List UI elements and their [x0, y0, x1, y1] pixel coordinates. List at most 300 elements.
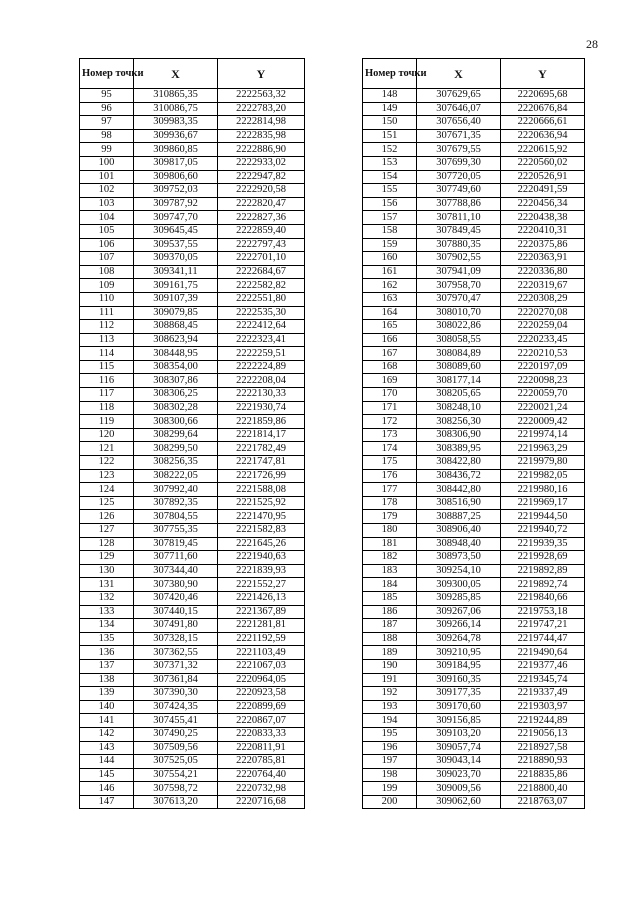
table-row — [363, 252, 585, 266]
x-coordinate-cell: 307849,45 — [417, 224, 501, 238]
table-row — [80, 102, 305, 116]
point-number-cell: 183 — [363, 564, 417, 578]
table-row — [80, 741, 305, 755]
x-coordinate-cell: 307598,72 — [134, 782, 218, 796]
x-coordinate-cell: 309023,70 — [417, 768, 501, 782]
table-row — [363, 632, 585, 646]
table-row — [80, 591, 305, 605]
x-coordinate-cell: 309983,35 — [134, 116, 218, 130]
point-number-cell: 177 — [363, 483, 417, 497]
x-coordinate-cell: 309210,95 — [417, 646, 501, 660]
x-coordinate-cell: 307613,20 — [134, 795, 218, 809]
x-coordinate-cell: 308205,65 — [417, 388, 501, 402]
x-coordinate-cell: 308302,28 — [134, 401, 218, 415]
table-row — [80, 306, 305, 320]
y-coordinate-cell: 2220021,24 — [501, 401, 585, 415]
table-row — [363, 483, 585, 497]
table-row — [80, 768, 305, 782]
point-number-cell: 145 — [80, 768, 134, 782]
table-row — [363, 388, 585, 402]
y-coordinate-cell: 2220491,59 — [501, 184, 585, 198]
x-coordinate-cell: 309079,85 — [134, 306, 218, 320]
y-coordinate-cell: 2218763,07 — [501, 795, 585, 809]
point-number-cell: 176 — [363, 469, 417, 483]
y-coordinate-cell: 2219747,21 — [501, 619, 585, 633]
point-number-cell: 97 — [80, 116, 134, 130]
table-row — [80, 333, 305, 347]
point-number-cell: 165 — [363, 320, 417, 334]
y-coordinate-cell: 2219982,05 — [501, 469, 585, 483]
x-coordinate-cell: 308389,95 — [417, 442, 501, 456]
table-row — [363, 143, 585, 157]
point-number-cell: 125 — [80, 496, 134, 510]
table-row — [363, 768, 585, 782]
y-coordinate-cell: 2220833,33 — [218, 727, 305, 741]
y-coordinate-cell: 2220438,38 — [501, 211, 585, 225]
table-row — [363, 116, 585, 130]
point-number-cell: 136 — [80, 646, 134, 660]
y-coordinate-cell: 2219944,50 — [501, 510, 585, 524]
point-number-cell: 100 — [80, 156, 134, 170]
y-coordinate-cell: 2218835,86 — [501, 768, 585, 782]
y-coordinate-cell: 2220410,31 — [501, 224, 585, 238]
x-coordinate-cell: 307440,15 — [134, 605, 218, 619]
table-row — [363, 551, 585, 565]
point-number-cell: 127 — [80, 524, 134, 538]
table-row — [363, 224, 585, 238]
x-coordinate-cell: 309300,05 — [417, 578, 501, 592]
x-coordinate-cell: 309860,85 — [134, 143, 218, 157]
x-coordinate-cell: 307880,35 — [417, 238, 501, 252]
y-coordinate-cell: 2219974,14 — [501, 428, 585, 442]
point-number-cell: 103 — [80, 197, 134, 211]
table-row — [80, 89, 305, 103]
x-coordinate-cell: 308256,35 — [134, 456, 218, 470]
x-coordinate-cell: 308177,14 — [417, 374, 501, 388]
x-coordinate-cell: 307671,35 — [417, 129, 501, 143]
table-row — [80, 320, 305, 334]
table-row — [363, 374, 585, 388]
y-coordinate-cell: 2219979,80 — [501, 456, 585, 470]
table-row — [363, 333, 585, 347]
table-row — [363, 496, 585, 510]
point-number-cell: 137 — [80, 659, 134, 673]
x-coordinate-cell: 307679,55 — [417, 143, 501, 157]
header-x: X — [134, 59, 218, 89]
x-coordinate-cell: 309057,74 — [417, 741, 501, 755]
point-number-cell: 142 — [80, 727, 134, 741]
table-row — [80, 292, 305, 306]
y-coordinate-cell: 2222535,30 — [218, 306, 305, 320]
point-number-cell: 144 — [80, 755, 134, 769]
x-coordinate-cell: 309156,85 — [417, 714, 501, 728]
point-number-cell: 171 — [363, 401, 417, 415]
y-coordinate-cell: 2221281,81 — [218, 619, 305, 633]
point-number-cell: 169 — [363, 374, 417, 388]
y-coordinate-cell: 2219337,49 — [501, 687, 585, 701]
x-coordinate-cell: 309817,05 — [134, 156, 218, 170]
point-number-cell: 152 — [363, 143, 417, 157]
table-row — [363, 755, 585, 769]
x-coordinate-cell: 309062,60 — [417, 795, 501, 809]
x-coordinate-cell: 307554,21 — [134, 768, 218, 782]
x-coordinate-cell: 307525,05 — [134, 755, 218, 769]
x-coordinate-cell: 307958,70 — [417, 279, 501, 293]
x-coordinate-cell: 309177,35 — [417, 687, 501, 701]
y-coordinate-cell: 2222323,41 — [218, 333, 305, 347]
point-number-cell: 172 — [363, 415, 417, 429]
y-coordinate-cell: 2220811,91 — [218, 741, 305, 755]
y-coordinate-cell: 2221426,13 — [218, 591, 305, 605]
point-number-cell: 98 — [80, 129, 134, 143]
y-coordinate-cell: 2220336,80 — [501, 265, 585, 279]
y-coordinate-cell: 2220363,91 — [501, 252, 585, 266]
y-coordinate-cell: 2221367,89 — [218, 605, 305, 619]
x-coordinate-cell: 308442,80 — [417, 483, 501, 497]
x-coordinate-cell: 307344,40 — [134, 564, 218, 578]
y-coordinate-cell: 2222224,89 — [218, 360, 305, 374]
point-number-cell: 193 — [363, 700, 417, 714]
table-header-row — [363, 59, 585, 89]
x-coordinate-cell: 308307,86 — [134, 374, 218, 388]
y-coordinate-cell: 2220666,61 — [501, 116, 585, 130]
point-number-cell: 113 — [80, 333, 134, 347]
y-coordinate-cell: 2222920,58 — [218, 184, 305, 198]
y-coordinate-cell: 2221726,99 — [218, 469, 305, 483]
x-coordinate-cell: 309645,45 — [134, 224, 218, 238]
point-number-cell: 111 — [80, 306, 134, 320]
y-coordinate-cell: 2219980,16 — [501, 483, 585, 497]
y-coordinate-cell: 2219056,13 — [501, 727, 585, 741]
table-row — [80, 700, 305, 714]
y-coordinate-cell: 2222783,20 — [218, 102, 305, 116]
y-coordinate-cell: 2222259,51 — [218, 347, 305, 361]
y-coordinate-cell: 2220785,81 — [218, 755, 305, 769]
table-row — [80, 374, 305, 388]
y-coordinate-cell: 2222820,47 — [218, 197, 305, 211]
x-coordinate-cell: 307992,40 — [134, 483, 218, 497]
y-coordinate-cell: 2222814,98 — [218, 116, 305, 130]
x-coordinate-cell: 307970,47 — [417, 292, 501, 306]
x-coordinate-cell: 307755,35 — [134, 524, 218, 538]
x-coordinate-cell: 308906,40 — [417, 524, 501, 538]
point-number-cell: 190 — [363, 659, 417, 673]
x-coordinate-cell: 308516,90 — [417, 496, 501, 510]
table-row — [80, 184, 305, 198]
point-number-cell: 158 — [363, 224, 417, 238]
table-row — [80, 238, 305, 252]
point-number-cell: 118 — [80, 401, 134, 415]
y-coordinate-cell: 2220764,40 — [218, 768, 305, 782]
table-row — [363, 238, 585, 252]
x-coordinate-cell: 309341,11 — [134, 265, 218, 279]
x-coordinate-cell: 307424,35 — [134, 700, 218, 714]
point-number-cell: 196 — [363, 741, 417, 755]
table-row — [363, 102, 585, 116]
y-coordinate-cell: 2221192,59 — [218, 632, 305, 646]
point-number-cell: 184 — [363, 578, 417, 592]
point-number-cell: 123 — [80, 469, 134, 483]
table-row — [363, 211, 585, 225]
y-coordinate-cell: 2222933,02 — [218, 156, 305, 170]
point-number-cell: 116 — [80, 374, 134, 388]
table-row — [80, 659, 305, 673]
table-row — [80, 170, 305, 184]
point-number-cell: 191 — [363, 673, 417, 687]
y-coordinate-cell: 2219345,74 — [501, 673, 585, 687]
table-row — [80, 265, 305, 279]
x-coordinate-cell: 308022,86 — [417, 320, 501, 334]
table-row — [363, 456, 585, 470]
y-coordinate-cell: 2220210,53 — [501, 347, 585, 361]
x-coordinate-cell: 308948,40 — [417, 537, 501, 551]
y-coordinate-cell: 2222827,36 — [218, 211, 305, 225]
y-coordinate-cell: 2221859,86 — [218, 415, 305, 429]
x-coordinate-cell: 307711,60 — [134, 551, 218, 565]
y-coordinate-cell: 2222684,67 — [218, 265, 305, 279]
y-coordinate-cell: 2219840,66 — [501, 591, 585, 605]
x-coordinate-cell: 309184,95 — [417, 659, 501, 673]
y-coordinate-cell: 2220732,98 — [218, 782, 305, 796]
y-coordinate-cell: 2222701,10 — [218, 252, 305, 266]
table-row — [363, 673, 585, 687]
x-coordinate-cell: 309161,75 — [134, 279, 218, 293]
x-coordinate-cell: 309254,10 — [417, 564, 501, 578]
point-number-cell: 168 — [363, 360, 417, 374]
table-row — [80, 496, 305, 510]
point-number-cell: 153 — [363, 156, 417, 170]
point-number-cell: 141 — [80, 714, 134, 728]
x-coordinate-cell: 307490,25 — [134, 727, 218, 741]
x-coordinate-cell: 309107,39 — [134, 292, 218, 306]
table-row — [80, 211, 305, 225]
point-number-cell: 106 — [80, 238, 134, 252]
y-coordinate-cell: 2221747,81 — [218, 456, 305, 470]
point-number-cell: 114 — [80, 347, 134, 361]
point-number-cell: 104 — [80, 211, 134, 225]
table-row — [80, 687, 305, 701]
y-coordinate-cell: 2221645,26 — [218, 537, 305, 551]
table-row — [80, 143, 305, 157]
y-coordinate-cell: 2222947,82 — [218, 170, 305, 184]
y-coordinate-cell: 2220636,94 — [501, 129, 585, 143]
y-coordinate-cell: 2219939,35 — [501, 537, 585, 551]
y-coordinate-cell: 2220695,68 — [501, 89, 585, 103]
y-coordinate-cell: 2220676,84 — [501, 102, 585, 116]
x-coordinate-cell: 307699,30 — [417, 156, 501, 170]
x-coordinate-cell: 307892,35 — [134, 496, 218, 510]
x-coordinate-cell: 307804,55 — [134, 510, 218, 524]
y-coordinate-cell: 2222797,43 — [218, 238, 305, 252]
point-number-cell: 174 — [363, 442, 417, 456]
x-coordinate-cell: 308256,30 — [417, 415, 501, 429]
point-number-cell: 143 — [80, 741, 134, 755]
y-coordinate-cell: 2222582,82 — [218, 279, 305, 293]
table-row — [80, 578, 305, 592]
point-number-cell: 112 — [80, 320, 134, 334]
y-coordinate-cell: 2219490,64 — [501, 646, 585, 660]
point-number-cell: 108 — [80, 265, 134, 279]
x-coordinate-cell: 310865,35 — [134, 89, 218, 103]
y-coordinate-cell: 2219940,72 — [501, 524, 585, 538]
table-row — [363, 170, 585, 184]
point-number-cell: 178 — [363, 496, 417, 510]
y-coordinate-cell: 2220923,58 — [218, 687, 305, 701]
x-coordinate-cell: 308868,45 — [134, 320, 218, 334]
point-number-cell: 157 — [363, 211, 417, 225]
x-coordinate-cell: 308436,72 — [417, 469, 501, 483]
table-row — [363, 782, 585, 796]
table-row — [80, 347, 305, 361]
table-body-right — [363, 89, 585, 809]
point-number-cell: 139 — [80, 687, 134, 701]
x-coordinate-cell: 307455,41 — [134, 714, 218, 728]
table-body-left — [80, 89, 305, 809]
y-coordinate-cell: 2220456,34 — [501, 197, 585, 211]
table-row — [80, 564, 305, 578]
table-row — [363, 156, 585, 170]
table-row — [80, 116, 305, 130]
y-coordinate-cell: 2219753,18 — [501, 605, 585, 619]
y-coordinate-cell: 2221782,49 — [218, 442, 305, 456]
x-coordinate-cell: 307371,32 — [134, 659, 218, 673]
table-row — [80, 224, 305, 238]
y-coordinate-cell: 2222563,32 — [218, 89, 305, 103]
table-row — [363, 687, 585, 701]
point-number-cell: 119 — [80, 415, 134, 429]
table-row — [80, 673, 305, 687]
table-row — [80, 619, 305, 633]
table-row — [363, 714, 585, 728]
coordinates-table-right — [362, 58, 585, 809]
x-coordinate-cell: 307656,40 — [417, 116, 501, 130]
point-number-cell: 173 — [363, 428, 417, 442]
x-coordinate-cell: 308299,64 — [134, 428, 218, 442]
y-coordinate-cell: 2220375,86 — [501, 238, 585, 252]
x-coordinate-cell: 309043,14 — [417, 755, 501, 769]
x-coordinate-cell: 309170,60 — [417, 700, 501, 714]
x-coordinate-cell: 309264,78 — [417, 632, 501, 646]
table-row — [363, 564, 585, 578]
table-row — [80, 442, 305, 456]
table-row — [363, 591, 585, 605]
table-row — [363, 197, 585, 211]
point-number-cell: 192 — [363, 687, 417, 701]
y-coordinate-cell: 2221839,93 — [218, 564, 305, 578]
x-coordinate-cell: 307720,05 — [417, 170, 501, 184]
y-coordinate-cell: 2220615,92 — [501, 143, 585, 157]
y-coordinate-cell: 2219928,69 — [501, 551, 585, 565]
y-coordinate-cell: 2219892,74 — [501, 578, 585, 592]
y-coordinate-cell: 2220319,67 — [501, 279, 585, 293]
table-row — [363, 578, 585, 592]
table-row — [80, 252, 305, 266]
point-number-cell: 161 — [363, 265, 417, 279]
point-number-cell: 129 — [80, 551, 134, 565]
x-coordinate-cell: 307902,55 — [417, 252, 501, 266]
point-number-cell: 132 — [80, 591, 134, 605]
point-number-cell: 149 — [363, 102, 417, 116]
y-coordinate-cell: 2220308,29 — [501, 292, 585, 306]
point-number-cell: 140 — [80, 700, 134, 714]
point-number-cell: 167 — [363, 347, 417, 361]
table-row — [80, 456, 305, 470]
point-number-cell: 138 — [80, 673, 134, 687]
table-row — [363, 659, 585, 673]
x-coordinate-cell: 307941,09 — [417, 265, 501, 279]
point-number-cell: 96 — [80, 102, 134, 116]
point-number-cell: 102 — [80, 184, 134, 198]
x-coordinate-cell: 308306,25 — [134, 388, 218, 402]
point-number-cell: 109 — [80, 279, 134, 293]
x-coordinate-cell: 309787,92 — [134, 197, 218, 211]
point-number-cell: 175 — [363, 456, 417, 470]
x-coordinate-cell: 308887,25 — [417, 510, 501, 524]
x-coordinate-cell: 309160,35 — [417, 673, 501, 687]
table-header-row — [80, 59, 305, 89]
point-number-cell: 121 — [80, 442, 134, 456]
table-row — [80, 510, 305, 524]
table-row — [363, 727, 585, 741]
point-number-cell: 99 — [80, 143, 134, 157]
table-row — [363, 442, 585, 456]
table-row — [363, 360, 585, 374]
y-coordinate-cell: 2220098,23 — [501, 374, 585, 388]
y-coordinate-cell: 2219377,46 — [501, 659, 585, 673]
point-number-cell: 179 — [363, 510, 417, 524]
table-row — [80, 415, 305, 429]
table-row — [80, 129, 305, 143]
point-number-cell: 154 — [363, 170, 417, 184]
table-row — [363, 347, 585, 361]
x-coordinate-cell: 308299,50 — [134, 442, 218, 456]
point-number-cell: 164 — [363, 306, 417, 320]
x-coordinate-cell: 308248,10 — [417, 401, 501, 415]
table-row — [363, 741, 585, 755]
table-row — [363, 292, 585, 306]
table-row — [80, 483, 305, 497]
page-number: 28 — [586, 37, 598, 51]
table-row — [363, 428, 585, 442]
point-number-cell: 182 — [363, 551, 417, 565]
point-number-cell: 181 — [363, 537, 417, 551]
table-row — [80, 156, 305, 170]
x-coordinate-cell: 308058,55 — [417, 333, 501, 347]
x-coordinate-cell: 308448,95 — [134, 347, 218, 361]
table-row — [80, 632, 305, 646]
y-coordinate-cell: 2220716,68 — [218, 795, 305, 809]
y-coordinate-cell: 2220009,42 — [501, 415, 585, 429]
y-coordinate-cell: 2222208,04 — [218, 374, 305, 388]
x-coordinate-cell: 307749,60 — [417, 184, 501, 198]
point-number-cell: 188 — [363, 632, 417, 646]
y-coordinate-cell: 2221470,95 — [218, 510, 305, 524]
x-coordinate-cell: 309936,67 — [134, 129, 218, 143]
x-coordinate-cell: 308222,05 — [134, 469, 218, 483]
y-coordinate-cell: 2220259,04 — [501, 320, 585, 334]
point-number-cell: 147 — [80, 795, 134, 809]
table-row — [363, 646, 585, 660]
coordinates-table-left — [79, 58, 305, 809]
table-row — [80, 755, 305, 769]
point-number-cell: 134 — [80, 619, 134, 633]
x-coordinate-cell: 307811,10 — [417, 211, 501, 225]
header-point-number: Номер точки — [363, 59, 417, 89]
table-row — [363, 401, 585, 415]
point-number-cell: 124 — [80, 483, 134, 497]
y-coordinate-cell: 2220526,91 — [501, 170, 585, 184]
table-row — [363, 279, 585, 293]
